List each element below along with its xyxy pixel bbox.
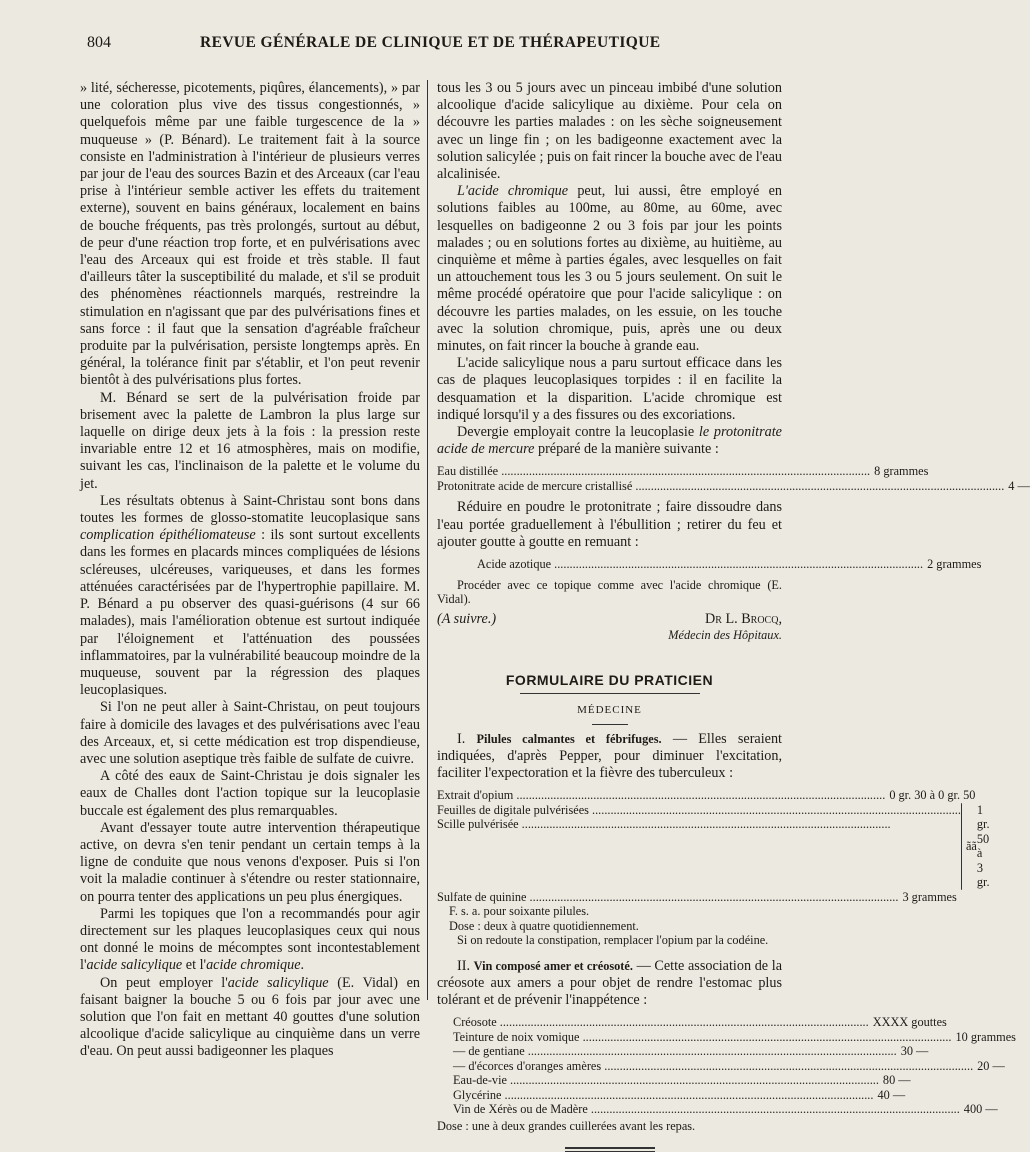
- ingredient-row: [437, 788, 976, 803]
- text-run: préparé de la manière suivante :: [534, 441, 719, 458]
- italic-text: acide salicylique: [86, 957, 183, 974]
- text-run: et l': [182, 957, 207, 974]
- ingredient-name: Teinture de noix vomique ........................................................................................................................: [453, 1029, 952, 1044]
- ingredient-row: [453, 1058, 1005, 1074]
- paragraph: » lité, sécheresse, picotements, piqûres, élancements), » par une coloration plus vive des tissus congestionnés, » quelquefois même par une faible turgescence de la » muqueuse » (P. Bénard). Le traitement fait à la source consiste en l'administration à l'intérieur de plusieurs verres par jour de l'eau des sources Bazin et des Arceaux (car l'eau prise à l'intérieur semble activer les effets du traitement externe), souvent en bains généraux, localement en bains de bouche fréquents, pas très prolongés, surtout au début, de peur d'une réaction trop forte, et en pulvérisations avec l'eau des Arceaux qui est froide et très stable. Il faut d'ailleurs tâter la susceptibilité du malade, et s'il se produit des phénomènes réactionnels marqués, restreindre la stimulation en n'agissant que par des pulvérisations fines et sans force : il faut que la sensation d'agréable fraîcheur produite par la pulvérisation, persiste longtemps après. En général, la tolérance finit par s'établir, et l'on peut revenir bientôt à des pulvérisations plus fortes.: [80, 80, 420, 389]
- ingredient-name: — d'écorces d'oranges amères ........................................................................................................................: [453, 1058, 974, 1073]
- text-run: — Cette association de la créosote aux amers a pour objet de rendre l'estomac plus tolérant et de prévenir l'inappétence :: [437, 957, 783, 1009]
- ingredient-row: [453, 1087, 906, 1103]
- ingredient-name: Eau-de-vie ........................................................................................................................: [453, 1073, 879, 1088]
- ingredient-row: [453, 1015, 947, 1030]
- right-column: [437, 80, 1030, 1152]
- running-title: REVUE GÉNÉRALE DE CLINIQUE ET DE THÉRAPEUTIQUE: [200, 34, 661, 51]
- section-title: FORMULAIRE DU PRATICIEN: [505, 672, 714, 689]
- formula-list: [437, 1015, 1016, 1117]
- recipe-list: [437, 464, 1030, 493]
- item-number: II.: [457, 957, 470, 974]
- ingredient-dose: 20 —: [977, 1058, 1005, 1073]
- ingredient-name: Protonitrate acide de mercure cristallisé ........................................................................................................................: [437, 478, 1005, 493]
- formula-intro: [437, 958, 782, 1010]
- ingredient-row: [453, 1029, 1016, 1045]
- formula-title: Vin composé amer et créosoté.: [473, 958, 633, 973]
- text-run: On peut employer l': [100, 974, 228, 991]
- paragraph: Procéder avec ce topique comme avec l'acide chromique (E. Vidal).: [437, 577, 782, 607]
- grouped-ingredients: [437, 802, 990, 890]
- ingredient-dose: 1 gr. 50 à 3 gr.: [976, 802, 990, 890]
- column-divider: [427, 80, 428, 1000]
- paragraph: [80, 906, 420, 975]
- ingredient-name: Créosote ........................................................................................................................: [453, 1015, 869, 1030]
- text-run: : ils sont surtout excellents dans les formes en placards minces compliquées de lésions scléreuses, ulcéreuses, variqueuses, et dans les formes atténuées caractérisées par de l'hypertrophie papillaire. M. P. Bénard a pu observer des quasi-guérisons (4 sur 66 malades), mais l'amélioration obtenue est surtout indiquée par l'éloignement et l'atténuation des poussées inflammatoires, par la vulnérabilité beaucoup moindre de la muqueuse, souvent par la régression des plaques leucoplasiques.: [80, 527, 420, 699]
- ingredient-name: Vin de Xérès ou de Madère ........................................................................................................................: [453, 1102, 960, 1117]
- signature-block: [437, 611, 782, 643]
- brace-mark: [961, 803, 962, 890]
- divider: [520, 693, 700, 694]
- paragraph: [80, 975, 420, 1061]
- formula-note: Si on redoute la constipation, remplacer l'opium par la codéine.: [457, 933, 769, 948]
- ingredient-name: Sulfate de quinine ........................................................................................................................: [437, 889, 899, 904]
- grouped-names: [437, 803, 961, 890]
- divider: [592, 724, 628, 725]
- ingredient-row: [437, 889, 957, 905]
- page-number: 804: [87, 34, 111, 51]
- ingredient-name: Extrait d'opium ........................................................................................................................: [437, 788, 886, 803]
- to-follow: (A suivre.): [437, 610, 497, 627]
- ingredient-dose: 0 gr. 30 à 0 gr. 50: [889, 788, 976, 803]
- italic-text: L'acide chromique: [457, 183, 569, 200]
- paragraph: Avant d'essayer toute autre intervention thérapeutique active, on devra s'en tenir pendant un certain temps à la ligne de conduite que nous venons d'exposer. Puis si l'on voit la maladie continuer à s'étendre ou rester stationnaire, on pourra tenter des applications un peu plus énergiques.: [80, 819, 420, 905]
- ingredient-dose: 8 grammes: [874, 464, 929, 479]
- italic-text: acide salicylique: [227, 974, 329, 991]
- text-run: peut, lui aussi, être employé en solutions faibles au 100me, au 80me, au 60me, avec lesquelles on badigeonne 2 ou 3 fois par jour les points malades ; ou en solutions fortes au dixième, au huitième, au cinquième et même à parties égales, avec lesquelles on fait un attouchement tous les 3 ou 5 jours seulement. On suit le même procédé opératoire que pour l'acide salicylique : on découvre les parties malades, on les essuie, on les touche avec la solution chromique, puis, après une ou deux minutes, on fait rincer la bouche à grande eau.: [437, 183, 782, 355]
- ingredient-row: [477, 557, 982, 572]
- ingredient-dose: 3 grammes: [902, 889, 957, 904]
- ingredient-name: Glycérine ........................................................................................................................: [453, 1087, 874, 1102]
- text-run: Devergie employait contre la leucoplasie: [457, 424, 699, 441]
- ingredient-name: Eau distillée ........................................................................................................................: [437, 464, 871, 479]
- italic-text: complication épithéliomateuse: [80, 527, 256, 544]
- author-title: Médecin des Hôpitaux.: [668, 627, 782, 642]
- ingredient-row: [453, 1073, 911, 1088]
- formula-list: [437, 788, 990, 904]
- ingredient-name: Scille pulvérisée ........................................................................................................................: [437, 817, 891, 832]
- author-name: Dr L. Brocq,: [704, 610, 782, 627]
- formula-dose: Dose : une à deux grandes cuillerées avant les repas.: [437, 1118, 696, 1133]
- paragraph: [80, 493, 420, 699]
- ingredient-dose: 30 —: [900, 1044, 929, 1059]
- ingredient-name: Feuilles de digitale pulvérisées ........................................................................................................................: [437, 802, 961, 817]
- ingredient-dose: 2 grammes: [927, 557, 982, 572]
- left-column: [80, 80, 420, 1061]
- formula-intro: [437, 731, 782, 783]
- ingredient-dose: 40 —: [877, 1087, 906, 1102]
- formula-title: Pilules calmantes et fébrifuges.: [476, 731, 662, 746]
- paragraph: L'acide salicylique nous a paru surtout efficace dans les cas de plaques leucoplasiques torpides : il en facilite la desquamation et la disparition. L'acide chromique est indiqué lorsqu'il y a des fissures ou des excoriations.: [437, 355, 782, 423]
- paragraph: A côté des eaux de Saint-Christau je dois signaler les eaux de Challes dont l'action topique sur la leucoplasie buccale est également des plus remarquables.: [80, 768, 420, 819]
- formula-instruction: F. s. a. pour soixante pilules.: [449, 904, 590, 919]
- ingredient-name: — de gentiane ........................................................................................................................: [453, 1044, 897, 1059]
- ingredient-row: [453, 1044, 929, 1059]
- ingredient-dose: 10 grammes: [955, 1029, 1016, 1044]
- italic-text: le protonitrate acide de mercure: [437, 424, 782, 458]
- section-subtitle: MÉDECINE: [577, 704, 642, 717]
- ingredient-dose: XXXX gouttes: [872, 1015, 947, 1030]
- italic-text: acide chromique: [206, 957, 301, 974]
- ingredient-dose: 80 —: [882, 1073, 911, 1088]
- formula-rows: [437, 788, 976, 803]
- end-rule: [565, 1147, 655, 1149]
- paragraph: Réduire en poudre le protonitrate ; faire dissoudre dans l'eau portée graduellement à l'ébullition ; retirer du feu et ajouter goutte à goutte en remuant :: [437, 499, 782, 550]
- paragraph: M. Bénard se sert de la pulvérisation froide par brisement avec la palette de Lambron la plus large sur laquelle on dirige deux jets à la fois : la pression reste invariable entre 12 et 16 atmosphères, mais on modifie, suivant les cas, l'inclinaison de la palette et le volume du jet.: [80, 389, 420, 492]
- ingredient-row: [437, 803, 961, 818]
- ingredient-row: [437, 817, 961, 832]
- ana-mark: ãã: [965, 839, 977, 854]
- recipe-list: [437, 557, 982, 572]
- ingredient-dose: 400 —: [963, 1102, 998, 1117]
- text-run: Les résultats obtenus à Saint-Christau sont bons dans toutes les formes de glosso-stomatite leucoplasique sans: [80, 492, 420, 527]
- formula-rows: [437, 889, 957, 905]
- paragraph: [437, 424, 782, 458]
- paragraph: tous les 3 ou 5 jours avec un pinceau imbibé d'une solution alcoolique d'acide salicylique au dixième. Pour cela on découvre les parties malades : on les sèche soigneusement avec un linge fin ; on les badigeonne exactement avec la solution salicylée ; puis on fait rincer la bouche avec de l'eau alcalinisée.: [437, 80, 782, 183]
- author-block: [668, 611, 782, 643]
- text-run: (E. Vidal) en faisant baigner la bouche 5 ou 6 fois par jour avec une solution que l'on fait en mettant 40 gouttes d'une solution alcoolique d'acide salicylique au cinquième dans un verre d'eau. On peut aussi badigeonner les plaques: [80, 974, 421, 1060]
- ingredient-dose: 4 —: [1008, 478, 1030, 493]
- ingredient-row: [437, 464, 929, 479]
- text-run: Parmi les topiques que l'on a recommandés pour agir directement sur les plaques leucoplasiques ceux qui nous ont donné le moins de mécomptes sont incontestablement l': [80, 905, 420, 974]
- page-header: [0, 34, 800, 58]
- ingredient-row: [453, 1102, 998, 1117]
- text-run: — Elles seraient indiquées, d'après Pepper, pour diminuer l'excitation, faciliter l'expectoration et la fièvre des tuberculeux :: [437, 730, 783, 782]
- paragraph: Si l'on ne peut aller à Saint-Christau, on peut toujours faire à domicile des lavages et des pulvérisations avec l'eau des Arceaux, et, si cette médication est trop dispendieuse, avec une solution aseptique très faible de sulfate de cuivre.: [80, 699, 420, 767]
- paragraph: [437, 183, 782, 355]
- formula-dose: Dose : deux à quatre quotidiennement.: [449, 918, 639, 933]
- item-number: I.: [457, 730, 466, 747]
- ingredient-name: Acide azotique ........................................................................................................................: [477, 557, 924, 572]
- ingredient-row: [437, 478, 1030, 494]
- text-run: .: [300, 957, 305, 974]
